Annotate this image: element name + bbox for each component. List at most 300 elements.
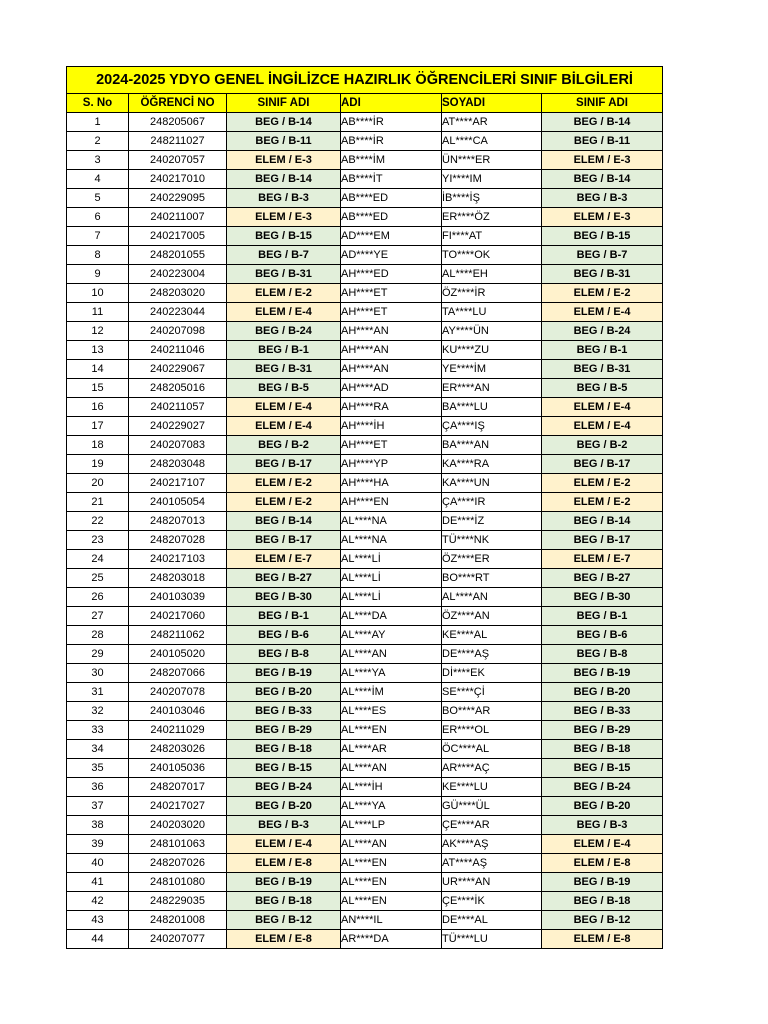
cell-class-2: BEG / B-24 [542,322,663,341]
cell-first-name: AL****Lİ [341,550,442,569]
student-class-table [66,66,663,949]
cell-first-name: AB****İR [341,113,442,132]
cell-class-2: ELEM / E-8 [542,930,663,949]
cell-sno: 16 [67,398,129,417]
table-row [67,303,663,322]
cell-class: BEG / B-19 [227,664,341,683]
cell-first-name: AH****AN [341,341,442,360]
cell-last-name: ÖZ****İR [442,284,542,303]
cell-class-2: BEG / B-14 [542,512,663,531]
cell-last-name: TA****LU [442,303,542,322]
table-row [67,208,663,227]
cell-class: BEG / B-30 [227,588,341,607]
cell-student-no: 240211029 [129,721,227,740]
cell-class: BEG / B-1 [227,341,341,360]
cell-last-name: TO****OK [442,246,542,265]
table-row [67,113,663,132]
table-row [67,227,663,246]
cell-class: BEG / B-24 [227,322,341,341]
cell-first-name: AL****AN [341,645,442,664]
cell-student-no: 248101080 [129,873,227,892]
cell-sno: 34 [67,740,129,759]
cell-sno: 14 [67,360,129,379]
cell-class-2: BEG / B-24 [542,778,663,797]
cell-sno: 12 [67,322,129,341]
cell-sno: 8 [67,246,129,265]
cell-sno: 36 [67,778,129,797]
cell-sno: 43 [67,911,129,930]
cell-sno: 23 [67,531,129,550]
cell-student-no: 240207078 [129,683,227,702]
table-row [67,455,663,474]
cell-class-2: BEG / B-30 [542,588,663,607]
cell-last-name: AL****CA [442,132,542,151]
cell-student-no: 248207028 [129,531,227,550]
table-row [67,759,663,778]
cell-student-no: 240207057 [129,151,227,170]
table-row [67,284,663,303]
cell-student-no: 240217060 [129,607,227,626]
cell-class: BEG / B-18 [227,740,341,759]
cell-sno: 4 [67,170,129,189]
cell-sno: 19 [67,455,129,474]
cell-class-2: BEG / B-31 [542,360,663,379]
table-row [67,398,663,417]
cell-class: BEG / B-7 [227,246,341,265]
cell-sno: 5 [67,189,129,208]
cell-student-no: 248207017 [129,778,227,797]
cell-last-name: GÜ****ÜL [442,797,542,816]
table-row [67,588,663,607]
cell-sno: 2 [67,132,129,151]
cell-last-name: ÇA****IR [442,493,542,512]
cell-student-no: 248201008 [129,911,227,930]
table-row [67,721,663,740]
cell-class-2: BEG / B-15 [542,227,663,246]
cell-class: BEG / B-5 [227,379,341,398]
table-row [67,531,663,550]
table-row [67,170,663,189]
cell-class: BEG / B-11 [227,132,341,151]
table-row [67,474,663,493]
cell-student-no: 240207083 [129,436,227,455]
cell-last-name: BA****AN [442,436,542,455]
cell-sno: 28 [67,626,129,645]
cell-last-name: ÇE****AR [442,816,542,835]
cell-class: ELEM / E-3 [227,151,341,170]
cell-first-name: AL****EN [341,873,442,892]
cell-class: ELEM / E-4 [227,398,341,417]
cell-first-name: AH****AN [341,322,442,341]
cell-class: BEG / B-14 [227,512,341,531]
cell-class: ELEM / E-8 [227,930,341,949]
cell-class: ELEM / E-7 [227,550,341,569]
cell-first-name: AL****EN [341,854,442,873]
table-row [67,512,663,531]
table-row [67,607,663,626]
cell-class: BEG / B-27 [227,569,341,588]
cell-last-name: ÇE****İK [442,892,542,911]
cell-class: BEG / B-2 [227,436,341,455]
cell-sno: 37 [67,797,129,816]
cell-student-no: 248229035 [129,892,227,911]
header-sno: S. No [67,94,129,113]
cell-last-name: TÜ****NK [442,531,542,550]
cell-class: ELEM / E-4 [227,417,341,436]
cell-class-2: BEG / B-18 [542,740,663,759]
cell-sno: 26 [67,588,129,607]
cell-first-name: AB****İR [341,132,442,151]
cell-first-name: AL****YA [341,797,442,816]
cell-sno: 13 [67,341,129,360]
cell-class: BEG / B-15 [227,759,341,778]
cell-class: BEG / B-18 [227,892,341,911]
cell-first-name: AL****EN [341,892,442,911]
cell-class-2: BEG / B-8 [542,645,663,664]
cell-class-2: BEG / B-19 [542,664,663,683]
table-row [67,569,663,588]
cell-student-no: 240217005 [129,227,227,246]
header-class-2: SINIF ADI [542,94,663,113]
cell-last-name: ÇA****IŞ [442,417,542,436]
cell-last-name: ER****OL [442,721,542,740]
cell-first-name: AN****IL [341,911,442,930]
cell-last-name: UR****AN [442,873,542,892]
cell-last-name: KE****LU [442,778,542,797]
cell-student-no: 240211046 [129,341,227,360]
cell-class-2: BEG / B-20 [542,683,663,702]
cell-student-no: 240229027 [129,417,227,436]
cell-last-name: AT****AR [442,113,542,132]
cell-sno: 9 [67,265,129,284]
cell-class: BEG / B-20 [227,683,341,702]
table-row [67,911,663,930]
cell-class-2: BEG / B-6 [542,626,663,645]
cell-last-name: ÖZ****ER [442,550,542,569]
cell-last-name: SE****Çİ [442,683,542,702]
cell-student-no: 240229067 [129,360,227,379]
cell-student-no: 240203020 [129,816,227,835]
cell-class-2: BEG / B-18 [542,892,663,911]
cell-class: BEG / B-29 [227,721,341,740]
cell-student-no: 248211027 [129,132,227,151]
cell-sno: 33 [67,721,129,740]
cell-first-name: AH****EN [341,493,442,512]
cell-class: BEG / B-15 [227,227,341,246]
cell-sno: 6 [67,208,129,227]
cell-first-name: AH****ET [341,436,442,455]
cell-class-2: BEG / B-19 [542,873,663,892]
cell-sno: 1 [67,113,129,132]
cell-first-name: AL****AY [341,626,442,645]
cell-class: BEG / B-14 [227,113,341,132]
title-row [67,67,663,94]
cell-last-name: AK****AŞ [442,835,542,854]
table-row [67,854,663,873]
cell-class-2: ELEM / E-2 [542,474,663,493]
cell-class-2: BEG / B-14 [542,113,663,132]
cell-class: BEG / B-3 [227,816,341,835]
cell-class-2: ELEM / E-8 [542,854,663,873]
cell-class: BEG / B-24 [227,778,341,797]
header-first-name: ADI [341,94,442,113]
cell-last-name: KA****RA [442,455,542,474]
table-row [67,645,663,664]
table-row [67,322,663,341]
cell-class: BEG / B-14 [227,170,341,189]
cell-class-2: ELEM / E-4 [542,417,663,436]
cell-class-2: ELEM / E-4 [542,303,663,322]
cell-student-no: 240105054 [129,493,227,512]
table-row [67,702,663,721]
cell-first-name: AL****EN [341,721,442,740]
cell-class-2: BEG / B-5 [542,379,663,398]
table-row [67,189,663,208]
cell-class: BEG / B-1 [227,607,341,626]
cell-sno: 17 [67,417,129,436]
cell-class-2: ELEM / E-3 [542,151,663,170]
cell-sno: 27 [67,607,129,626]
cell-first-name: AH****İH [341,417,442,436]
cell-class: ELEM / E-4 [227,303,341,322]
cell-class: BEG / B-17 [227,455,341,474]
cell-last-name: DE****İZ [442,512,542,531]
cell-student-no: 240217107 [129,474,227,493]
table-row [67,892,663,911]
cell-sno: 20 [67,474,129,493]
table-row [67,683,663,702]
cell-first-name: AH****AD [341,379,442,398]
cell-sno: 30 [67,664,129,683]
cell-student-no: 240217027 [129,797,227,816]
cell-first-name: AH****AN [341,360,442,379]
cell-first-name: AB****İM [341,151,442,170]
cell-class-2: BEG / B-11 [542,132,663,151]
cell-class: BEG / B-33 [227,702,341,721]
cell-student-no: 248203018 [129,569,227,588]
cell-sno: 11 [67,303,129,322]
cell-student-no: 240211007 [129,208,227,227]
cell-first-name: AL****NA [341,512,442,531]
header-row [67,94,663,113]
cell-sno: 41 [67,873,129,892]
cell-last-name: İB****İŞ [442,189,542,208]
table-row [67,379,663,398]
cell-last-name: BO****AR [442,702,542,721]
cell-class-2: BEG / B-1 [542,341,663,360]
table-row [67,930,663,949]
cell-class-2: BEG / B-3 [542,189,663,208]
cell-student-no: 248203020 [129,284,227,303]
cell-last-name: YE****İM [442,360,542,379]
cell-last-name: KU****ZU [442,341,542,360]
cell-student-no: 248201055 [129,246,227,265]
cell-student-no: 248207026 [129,854,227,873]
cell-student-no: 240103046 [129,702,227,721]
header-student-no: ÖĞRENCİ NO [129,94,227,113]
cell-first-name: AH****ET [341,284,442,303]
cell-class: ELEM / E-2 [227,493,341,512]
cell-sno: 42 [67,892,129,911]
cell-sno: 22 [67,512,129,531]
cell-first-name: AL****Lİ [341,569,442,588]
cell-student-no: 240207077 [129,930,227,949]
cell-student-no: 248205067 [129,113,227,132]
cell-class: ELEM / E-3 [227,208,341,227]
cell-last-name: YI****IM [442,170,542,189]
cell-last-name: AT****AŞ [442,854,542,873]
table-row [67,436,663,455]
table-row [67,740,663,759]
table-row [67,835,663,854]
cell-student-no: 240223004 [129,265,227,284]
table-row [67,132,663,151]
cell-last-name: ÖC****AL [442,740,542,759]
cell-class-2: ELEM / E-2 [542,284,663,303]
cell-last-name: AY****ÜN [442,322,542,341]
cell-student-no: 248203048 [129,455,227,474]
cell-sno: 39 [67,835,129,854]
cell-last-name: BA****LU [442,398,542,417]
cell-student-no: 240105020 [129,645,227,664]
table-row [67,360,663,379]
cell-class-2: BEG / B-17 [542,531,663,550]
cell-student-no: 240217010 [129,170,227,189]
table-row [67,417,663,436]
cell-sno: 31 [67,683,129,702]
cell-first-name: AL****NA [341,531,442,550]
table-row [67,873,663,892]
cell-first-name: AL****İM [341,683,442,702]
table-row [67,797,663,816]
cell-class-2: BEG / B-31 [542,265,663,284]
cell-last-name: BO****RT [442,569,542,588]
cell-first-name: AB****İT [341,170,442,189]
cell-sno: 10 [67,284,129,303]
cell-sno: 18 [67,436,129,455]
cell-student-no: 240217103 [129,550,227,569]
cell-sno: 3 [67,151,129,170]
cell-last-name: DE****AL [442,911,542,930]
cell-class-2: BEG / B-33 [542,702,663,721]
cell-class: ELEM / E-2 [227,284,341,303]
cell-class-2: BEG / B-3 [542,816,663,835]
cell-first-name: AL****Lİ [341,588,442,607]
cell-sno: 44 [67,930,129,949]
cell-student-no: 248101063 [129,835,227,854]
cell-class: ELEM / E-4 [227,835,341,854]
cell-last-name: ÜN****ER [442,151,542,170]
cell-class: BEG / B-20 [227,797,341,816]
cell-class-2: BEG / B-2 [542,436,663,455]
cell-student-no: 248203026 [129,740,227,759]
table-row [67,151,663,170]
cell-first-name: AL****YA [341,664,442,683]
cell-class: BEG / B-31 [227,265,341,284]
cell-sno: 32 [67,702,129,721]
cell-first-name: AL****LP [341,816,442,835]
cell-first-name: AL****AN [341,759,442,778]
cell-last-name: Dİ****EK [442,664,542,683]
cell-first-name: AH****ET [341,303,442,322]
cell-first-name: AH****RA [341,398,442,417]
cell-first-name: AL****ES [341,702,442,721]
cell-last-name: KE****AL [442,626,542,645]
cell-student-no: 248211062 [129,626,227,645]
cell-class-2: BEG / B-20 [542,797,663,816]
table-row [67,341,663,360]
cell-student-no: 248207066 [129,664,227,683]
cell-class: ELEM / E-8 [227,854,341,873]
cell-class: BEG / B-12 [227,911,341,930]
cell-last-name: DE****AŞ [442,645,542,664]
cell-class: BEG / B-31 [227,360,341,379]
cell-sno: 7 [67,227,129,246]
cell-first-name: AL****AN [341,835,442,854]
cell-last-name: FI****AT [442,227,542,246]
table-row [67,493,663,512]
cell-class-2: ELEM / E-4 [542,398,663,417]
cell-sno: 25 [67,569,129,588]
cell-sno: 21 [67,493,129,512]
cell-class-2: ELEM / E-7 [542,550,663,569]
cell-first-name: AL****İH [341,778,442,797]
cell-last-name: AL****EH [442,265,542,284]
cell-last-name: ÖZ****AN [442,607,542,626]
cell-sno: 24 [67,550,129,569]
table-body [67,113,663,949]
cell-first-name: AD****YE [341,246,442,265]
cell-class: BEG / B-19 [227,873,341,892]
cell-first-name: AH****ED [341,265,442,284]
cell-student-no: 240211057 [129,398,227,417]
cell-sno: 40 [67,854,129,873]
cell-first-name: AB****ED [341,189,442,208]
cell-last-name: ER****AN [442,379,542,398]
cell-last-name: AR****AÇ [442,759,542,778]
cell-class-2: ELEM / E-4 [542,835,663,854]
cell-class: BEG / B-8 [227,645,341,664]
cell-first-name: AH****YP [341,455,442,474]
cell-student-no: 240105036 [129,759,227,778]
cell-sno: 15 [67,379,129,398]
cell-class: BEG / B-3 [227,189,341,208]
cell-last-name: TÜ****LU [442,930,542,949]
cell-student-no: 240223044 [129,303,227,322]
cell-class: ELEM / E-2 [227,474,341,493]
table-row [67,816,663,835]
header-last-name: SOYADI [442,94,542,113]
table-row [67,550,663,569]
table-row [67,246,663,265]
cell-sno: 38 [67,816,129,835]
cell-class-2: BEG / B-15 [542,759,663,778]
cell-student-no: 248205016 [129,379,227,398]
cell-sno: 29 [67,645,129,664]
header-class: SINIF ADI [227,94,341,113]
cell-sno: 35 [67,759,129,778]
cell-last-name: ER****ÖZ [442,208,542,227]
cell-class-2: BEG / B-12 [542,911,663,930]
cell-student-no: 240207098 [129,322,227,341]
cell-class-2: BEG / B-7 [542,246,663,265]
cell-class-2: BEG / B-17 [542,455,663,474]
cell-first-name: AH****HA [341,474,442,493]
cell-last-name: AL****AN [442,588,542,607]
cell-student-no: 240103039 [129,588,227,607]
cell-class-2: BEG / B-14 [542,170,663,189]
cell-last-name: KA****UN [442,474,542,493]
